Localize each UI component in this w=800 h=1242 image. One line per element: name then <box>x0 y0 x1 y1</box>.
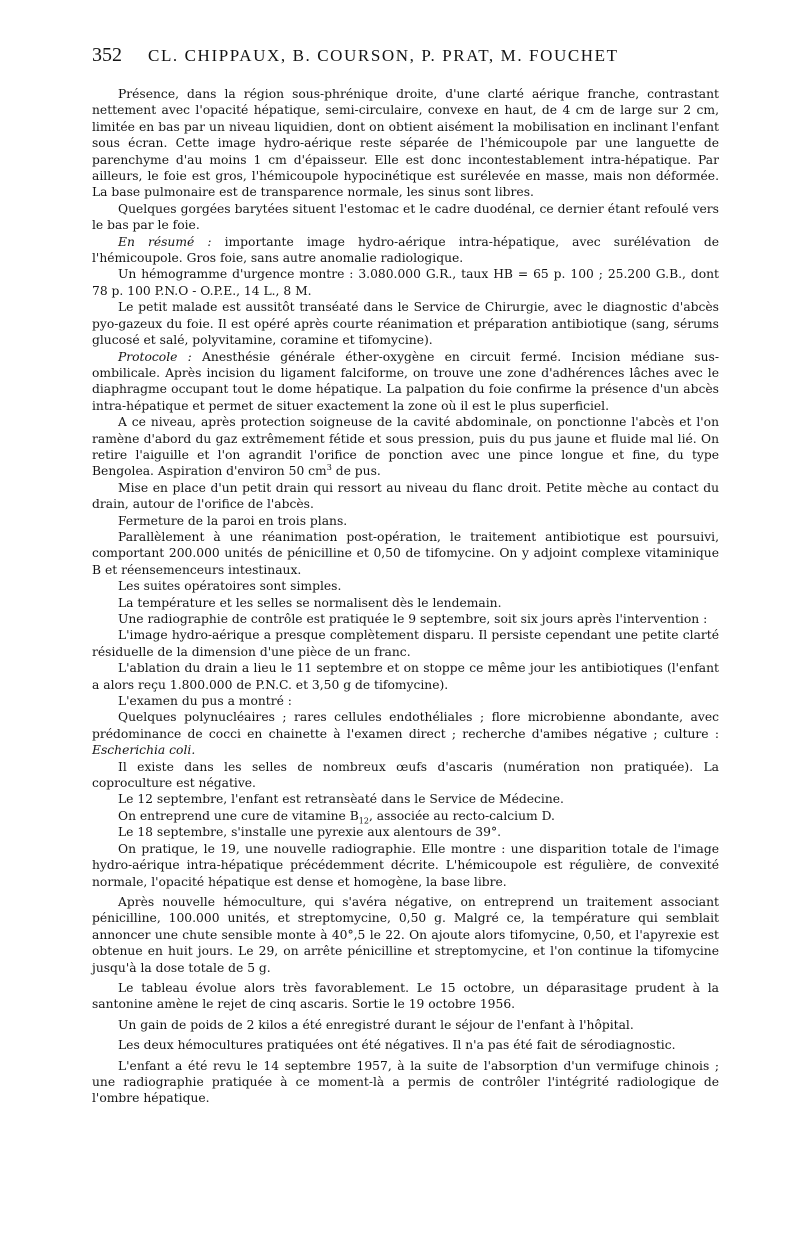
pus-suffix: de pus. <box>331 464 381 479</box>
paragraph: Il existe dans les selles de nombreux œufs d'ascaris (numération non pratiquée). La coproculture est négative. <box>92 759 719 791</box>
paragraph <box>92 414 719 480</box>
paragraph-text: A ce niveau, après protection soigneuse de la cavité abdominale, on ponctionne l'abcès et l'on ramène d'abord du gaz extrêmement fétide et sous pression, puis du pus jaune et fluide mal lié. On retire l'aiguille et l'on agrandit l'orifice de ponction avec une pince longue et fine, du type Bengolea. Aspiration d'environ 50 cm <box>92 415 719 479</box>
paragraph: On pratique, le 19, une nouvelle radiographie. Elle montre : une disparition totale de l'image hydro-aérique intra-hépatique précédemment décrite. L'hémicoupole est régulière, de convexité normale, l'opacité hépatique est dense et homogène, la base libre. <box>92 841 719 889</box>
paragraph: Le 18 septembre, s'installe une pyrexie aux alentours de 39°. <box>118 825 502 840</box>
paragraph: Présence, dans la région sous-phrénique droite, d'une clarté aérique franche, contrastant nettement avec l'opacité hépatique, semi-circulaire, convexe en haut, de 4 cm de large sur 2 cm, limitée en bas par un niveau liquidien, dont on obtient aisément la mobilisation en inclinant l'enfant sous écran. Cette image hydro-aérique reste séparée de l'hémicoupole par une languette de parenchyme d'au moins 1 cm d'épaisseur. Elle est donc incontestablement intra-hépatique. Par ailleurs, le foie est gros, l'hémicoupole hypocinétique est surélevée en masse, mais non déformée. La base pulmonaire est de transparence normale, les sinus sont libres. <box>92 87 719 200</box>
paragraph: L'examen du pus a montré : <box>118 694 292 709</box>
paragraph: Un gain de poids de 2 kilos a été enregistré durant le séjour de l'enfant à l'hôpital. <box>118 1017 634 1032</box>
paragraph: Les deux hémocultures pratiquées ont été négatives. Il n'a pas été fait de sérodiagnostic. <box>118 1038 676 1053</box>
paragraph <box>92 349 719 415</box>
vitamin-suffix: , associée au recto-calcium D. <box>368 808 555 823</box>
culture-organism: Escherichia coli. <box>92 743 196 758</box>
paragraph: Un hémogramme d'urgence montre : 3.080.000 G.R., taux HB = 65 p. 100 ; 25.200 G.B., dont 78 p. 100 P.N.O - O.P.E., 14 L., 8 M. <box>92 267 719 298</box>
cm-exponent: 3 <box>326 463 332 473</box>
paragraph: Le 12 septembre, l'enfant est retransèaté dans le Service de Médecine. <box>118 792 564 807</box>
paragraph <box>92 709 719 758</box>
body-text <box>92 86 719 1107</box>
paragraph: Mise en place d'un petit drain qui ressort au niveau du flanc droit. Petite mèche au contact du drain, autour de l'orifice de l'abcès. <box>92 480 719 512</box>
paragraph: Parallèlement à une réanimation post-opération, le traitement antibiotique est poursuivi, comportant 200.000 unités de pénicilline et 0,50 de tifomycine. On y adjoint complexe vitaminique B et réensemenceurs intestinaux. <box>92 529 719 577</box>
paragraph-text: Anesthésie générale éther-oxygène en circuit fermé. Incision médiane sus-ombilicale. Après incision du ligament falciforme, on trouve une zone d'adhérences lâches avec le diaphragme occupant tout le dome hépatique. La palpation du foie confirme la présence d'un abcès intra-hépatique et permet de situer exactement la zone où il est le plus superficiel. <box>92 349 719 413</box>
page-number: 352 <box>92 44 122 66</box>
paragraph: Après nouvelle hémoculture, qui s'avéra négative, on entreprend un traitement associant pénicilline, 100.000 unités, et streptomycine, 0,50 g. Malgré ce, la température qui semblait annoncer une chute sensible monte à 40°,5 le 22. On ajoute alors tifomycine, 0,50, et l'apyrexie est obtenue en huit jours. Le 29, on arrête pénicilline et streptomycine, et l'on continue la tifomycine jusqu'à la dose totale de 5 g. <box>92 894 719 975</box>
protocole-label: Protocole : <box>118 349 192 364</box>
paragraph-text: On entreprend une cure de vitamine B <box>118 808 359 823</box>
header-authors: CL. CHIPPAUX, B. COURSON, P. PRAT, M. FOUCHET <box>148 46 619 65</box>
paragraph: Le tableau évolue alors très favorablement. Le 15 octobre, un déparasitage prudent à la santonine amène le rejet de cinq ascaris. Sortie le 19 octobre 1956. <box>92 980 719 1012</box>
vitamin-subscript: 12 <box>358 816 369 826</box>
paragraph <box>92 808 719 824</box>
resume-label: En résumé : <box>118 234 212 249</box>
paragraph: Les suites opératoires sont simples. <box>118 579 342 594</box>
paragraph: Quelques gorgées barytées situent l'estomac et le cadre duodénal, ce dernier étant refoulé vers le bas par le foie. <box>92 201 719 233</box>
running-header <box>92 44 712 67</box>
paragraph: Une radiographie de contrôle est pratiquée le 9 septembre, soit six jours après l'intervention : <box>118 612 708 626</box>
paragraph: Le petit malade est aussitôt transéaté dans le Service de Chirurgie, avec le diagnostic d'abcès pyo-gazeux du foie. Il est opéré après courte réanimation et préparation antibiotique (sang, sérums glucosé et salé, polyvitamine, coramine et tifomycine). <box>92 300 719 348</box>
paragraph: Fermeture de la paroi en trois plans. <box>118 513 348 528</box>
paragraph-text: Quelques polynucléaires ; rares cellules endothéliales ; flore microbienne abondante, avec prédominance de cocci en chainette à l'examen direct ; recherche d'amibes négative ; culture : <box>92 710 719 741</box>
paragraph <box>92 234 719 267</box>
paragraph: L'ablation du drain a lieu le 11 septembre et on stoppe ce même jour les antibiotiques (l'enfant a alors reçu 1.800.000 de P.N.C. et 3,50 g de tifomycine). <box>92 661 719 692</box>
paragraph: L'enfant a été revu le 14 septembre 1957, à la suite de l'absorption d'un vermifuge chinois ; une radiographie pratiquée à ce moment-là a permis de contrôler l'intégrité radiologique de l'ombre hépatique. <box>92 1058 719 1106</box>
paragraph: La température et les selles se normalisent dès le lendemain. <box>118 595 502 610</box>
paragraph-text: importante image hydro-aérique intra-hépatique, avec surélévation de l'hémicoupole. Gros foie, sans autre anomalie radiologique. <box>92 234 719 266</box>
paragraph: L'image hydro-aérique a presque complètement disparu. Il persiste cependant une petite clarté résiduelle de la dimension d'une pièce de un franc. <box>92 628 719 659</box>
